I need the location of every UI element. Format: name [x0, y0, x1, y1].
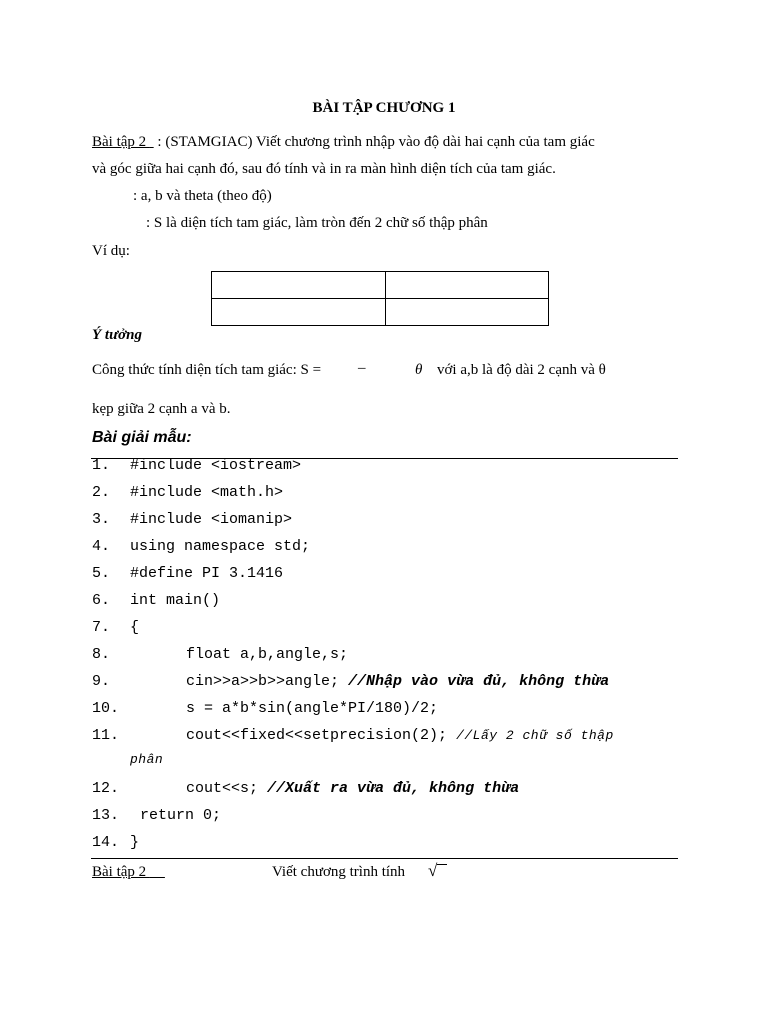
code-bottom-rule: [91, 858, 678, 859]
code-comment: //Xuất ra vừa đủ, không thừa: [267, 780, 520, 797]
exercise-1-text-1: : (STAMGIAC) Viết chương trình nhập vào độ dài hai cạnh của tam giác: [157, 134, 595, 150]
code-comment: //Nhập vào vừa đủ, không thừa: [348, 673, 610, 690]
theta-symbol: θ: [415, 362, 423, 378]
example-table-row: [212, 299, 549, 326]
example-table: [211, 271, 549, 326]
code-text: {: [130, 619, 140, 636]
page-title: BÀI TẬP CHƯƠNG 1: [312, 100, 456, 116]
code-text: #include <iomanip>: [130, 511, 293, 528]
formula-prefix: Công thức tính diện tích tam giác: S =: [92, 362, 322, 378]
example-input-cell: [212, 272, 386, 299]
example-output-cell: [386, 272, 549, 299]
code-line-number: 4.: [92, 538, 111, 555]
code-text: cout<<fixed<<setprecision(2);: [186, 727, 448, 744]
exercise-1-output: : S là diện tích tam giác, làm tròn đến 2 chữ số thập phân: [146, 215, 488, 231]
code-text: using namespace std;: [130, 538, 311, 555]
code-comment-continuation: phân: [130, 752, 164, 767]
code-text: int main(): [130, 592, 221, 609]
code-text: s = a*b*sin(angle*PI/180)/2;: [186, 700, 439, 717]
example-table-row: [212, 272, 549, 299]
solution-heading: Bài giải mẫu:: [92, 429, 192, 446]
code-text: #include <math.h>: [130, 484, 284, 501]
formula-suffix: với a,b là độ dài 2 cạnh và θ: [437, 362, 606, 378]
code-line-number: 6.: [92, 592, 111, 609]
exercise-2-label: Bài tập 2: [92, 864, 150, 880]
code-line-number: 12.: [92, 780, 120, 797]
code-line-number: 8.: [92, 646, 111, 663]
code-text: float a,b,angle,s;: [186, 646, 349, 663]
code-comment: //Lấy 2 chữ số thập: [456, 728, 614, 743]
formula-note: kẹp giữa 2 cạnh a và b.: [92, 401, 231, 417]
sqrt-symbol: √: [428, 861, 447, 881]
example-output-cell: [386, 299, 549, 326]
code-line-number: 2.: [92, 484, 111, 501]
code-text: cin>>a>>b>>angle;: [186, 673, 340, 690]
code-text: }: [130, 834, 140, 851]
code-line-number: 1.: [92, 457, 111, 474]
code-line-number: 7.: [92, 619, 111, 636]
exercise-1-label: Bài tập 2: [92, 134, 150, 150]
code-text: #include <iostream>: [130, 457, 302, 474]
example-label: Ví dụ:: [92, 243, 130, 259]
code-text: cout<<s;: [186, 780, 259, 797]
code-line-number: 3.: [92, 511, 111, 528]
exercise-1-line-2: và góc giữa hai cạnh đó, sau đó tính và in ra màn hình diện tích của tam giác.: [92, 161, 556, 177]
exercise-1-line-1: [92, 134, 595, 151]
example-input-cell: [212, 299, 386, 326]
exercise-1-input: : a, b và theta (theo độ): [133, 188, 272, 204]
exercise-2-text: Viết chương trình tính: [272, 864, 406, 880]
code-line-number: 10.: [92, 700, 120, 717]
code-line-number: 9.: [92, 673, 111, 690]
idea-heading: Ý tưởng: [92, 327, 142, 343]
code-text: #define PI 3.1416: [130, 565, 284, 582]
code-line-number: 5.: [92, 565, 111, 582]
code-line-number: 14.: [92, 834, 120, 851]
formula-fraction-bar: –: [358, 360, 366, 376]
code-line-number: 13.: [92, 807, 120, 824]
code-line-number: 11.: [92, 727, 120, 744]
code-text: return 0;: [140, 807, 222, 824]
